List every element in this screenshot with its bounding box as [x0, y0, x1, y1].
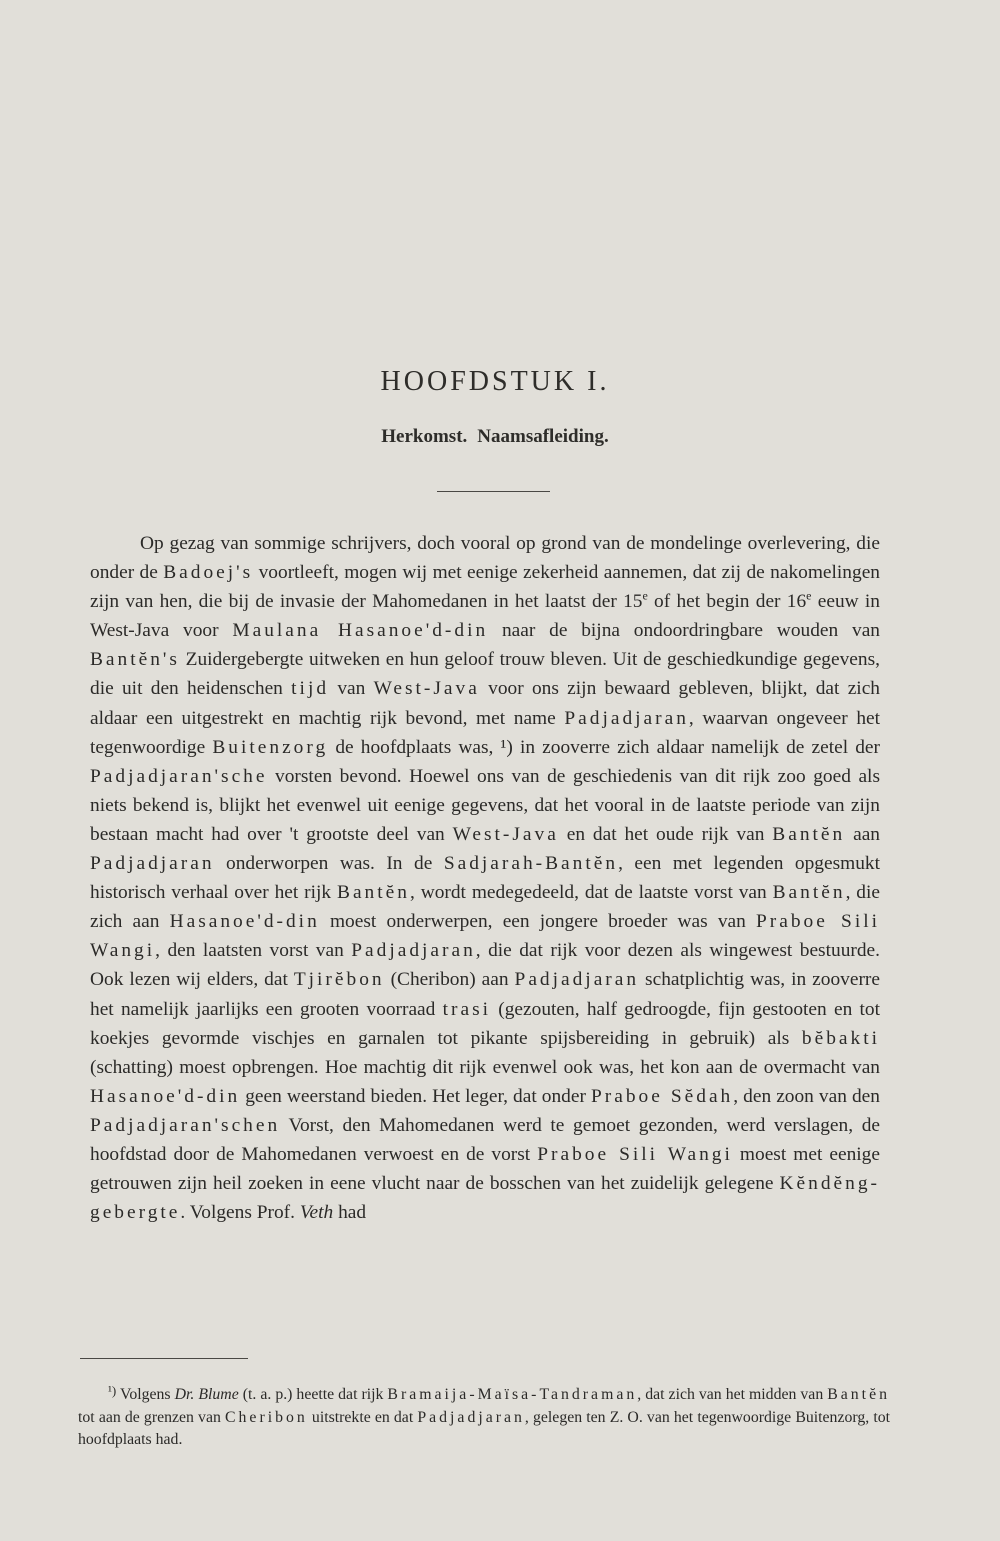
italic-name: Dr. Blume	[174, 1386, 239, 1403]
body-text-segment: en dat het oude rijk van	[558, 823, 773, 845]
body-text-segment: Op gezag van sommige schrijvers, doch vooral op grond van de mondelinge overlevering, die onder de	[90, 533, 880, 584]
body-text-segment: eeuw in West-Java voor	[90, 591, 880, 642]
spaced-name: Bramaija-Maïsa-Tandraman	[387, 1386, 638, 1403]
spaced-name: Tjirĕbon	[293, 969, 385, 991]
body-text-segment: (schatting) moest opbrengen. Hoe machtig dit rijk evenwel ook was, het kon aan de overmacht van	[90, 1056, 880, 1078]
footnote-divider	[80, 1358, 248, 1359]
body-text-segment: onderworpen was. In de	[214, 853, 444, 875]
subtitle-naamsafleiding: Naamsafleiding.	[477, 426, 609, 447]
body-text-segment: , den laatsten vorst van	[155, 940, 352, 962]
body-text-segment: vorsten bevond. Hoewel ons van de geschiedenis van dit rijk zoo goed als niets bekend is, blijkt het evenwel uit eenige gegevens, dat het vooral in de laatste periode van zijn bestaan macht had over 't grootste deel van	[90, 765, 880, 845]
ordinal-superscript: e	[806, 588, 812, 603]
body-paragraph	[90, 529, 880, 1227]
footnote-text-segment: uitstrekte en dat	[307, 1408, 418, 1426]
body-text-segment: (gezouten, half gedroogde, fijn gestooten en tot koekjes gevormde vischjes en garnalen tot pikante spijsbereiding in gebruik) als	[90, 998, 880, 1049]
body-text-segment: in zooverre zich aldaar namelijk de zetel der	[512, 736, 881, 758]
spaced-name: Praboe Sili Wangi	[537, 1143, 733, 1165]
footnote-reference[interactable]: ¹)	[500, 736, 513, 758]
body-text-segment: voor ons zijn bewaard gebleven, blijkt, dat zich aldaar een uitgestrekt en machtig rijk bevond, met name	[90, 678, 880, 729]
chapter-subtitle	[0, 426, 990, 448]
body-text-segment: . Volgens Prof.	[180, 1202, 300, 1224]
body-text-segment: geen weerstand bieden. Het leger, dat onder	[240, 1085, 591, 1107]
body-text-segment: moest onderwerpen, een jongere broeder was van	[319, 911, 757, 933]
spaced-name: Kĕndĕng-gebergte	[90, 1173, 880, 1224]
footnote-text-segment: (t. a. p.) heette dat rijk	[238, 1386, 388, 1403]
footnote-paragraph	[78, 1380, 890, 1452]
body-text-segment: of het begin der 16	[647, 591, 807, 613]
body-text-segment: , wordt medegedeeld, dat de laatste vorst van	[409, 882, 773, 904]
spaced-name: Bantĕn	[337, 882, 410, 904]
spaced-name: Padjadjaran	[417, 1408, 525, 1426]
spaced-name: Padjadjaran'schen	[90, 1114, 281, 1136]
footnote-text-segment: tot aan de grenzen van	[78, 1408, 225, 1426]
spaced-name: Bantĕn	[772, 823, 846, 845]
spaced-name: Padjadjaran	[90, 853, 215, 875]
spaced-name: trasi	[442, 998, 492, 1020]
spaced-name: Maulana Hasanoe'd-din	[232, 620, 489, 642]
spaced-name: Padjadjaran	[564, 707, 689, 729]
body-text-segment: voortleeft, mogen wij met eenige zekerheid aannemen, dat zij de nakomelingen zijn van hen, die bij de invasie der Mahomedanen in het laatst der 15	[90, 562, 881, 613]
spaced-name: Sadjarah-Bantĕn	[443, 853, 619, 875]
body-text-segment: , den zoon van den	[733, 1085, 880, 1107]
spaced-name: Bantĕn	[772, 882, 846, 904]
body-text-segment: had	[333, 1202, 367, 1224]
spaced-name: Padjadjaran	[351, 940, 476, 962]
body-text-segment: van	[329, 678, 374, 700]
body-text-segment: Vorst, den Mahomedanen werd te gemoet gezonden, werd verslagen, de hoofdstad door de Mahomedanen verwoest en de vorst	[90, 1114, 880, 1165]
footnote-marker: ¹)	[108, 1383, 117, 1398]
spaced-name: Bantĕn's	[90, 649, 180, 671]
body-text-segment: , die zich aan	[90, 882, 880, 933]
spaced-name: tijd	[291, 678, 330, 700]
spaced-name: Cheribon	[225, 1408, 308, 1426]
body-text-segment: Zuidergebergte uitweken en hun geloof trouw bleven. Uit de geschiedkundige gegevens, die uit den heidenschen	[90, 649, 880, 700]
ordinal-superscript: e	[642, 588, 648, 603]
spaced-name: Praboe Sili Wangi	[90, 911, 880, 962]
section-divider	[437, 491, 550, 492]
body-text-segment: aan	[845, 823, 881, 845]
spaced-name: Padjadjaran	[514, 969, 640, 991]
body-text-segment: moest met eenige getrouwen zijn heil zoeken in eene vlucht naar de bosschen van het zuidelijk gelegene	[90, 1143, 880, 1195]
body-text-segment: naar de bijna ondoordringbare wouden van	[488, 620, 880, 642]
body-text-segment: (Cheribon) aan	[384, 969, 515, 991]
chapter-title: HOOFDSTUK I.	[380, 366, 610, 397]
spaced-name: West-Java	[452, 823, 559, 845]
spaced-name: Badoej's	[163, 562, 254, 584]
italic-name: Veth	[299, 1202, 334, 1224]
spaced-name: bĕbakti	[801, 1027, 880, 1049]
body-text-segment: , waarvan ongeveer het tegenwoordige	[90, 707, 881, 758]
spaced-name: Praboe Sĕdah	[590, 1085, 734, 1107]
spaced-name: Padjadjaran'sche	[90, 765, 268, 787]
subtitle-herkomst: Herkomst.	[381, 426, 468, 447]
spaced-name: West-Java	[373, 678, 480, 700]
body-text-segment: , die dat rijk voor dezen als wingewest bestuurde. Ook lezen wij elders, dat	[90, 940, 880, 991]
footnote-text-segment: , dat zich van het midden van	[637, 1386, 828, 1403]
spaced-name: Buitenzorg	[212, 736, 329, 758]
spaced-name: Bantĕn	[827, 1386, 890, 1403]
body-text-segment: schatplichtig was, in zooverre het namelijk jaarlijks een grooten voorraad	[90, 969, 880, 1020]
spaced-name: Hasanoe'd-din	[169, 911, 320, 933]
footnote-text-segment: Volgens	[116, 1386, 175, 1403]
spaced-name: Hasanoe'd-din	[90, 1085, 241, 1107]
footnote-text-segment: , gelegen ten Z. O. van het tegenwoordige Buitenzorg, tot hoofdplaats had.	[78, 1408, 890, 1448]
body-text-segment: de hoofdplaats was,	[328, 736, 501, 758]
body-text-segment: , een met legenden opgesmukt historisch verhaal over het rijk	[90, 853, 881, 904]
